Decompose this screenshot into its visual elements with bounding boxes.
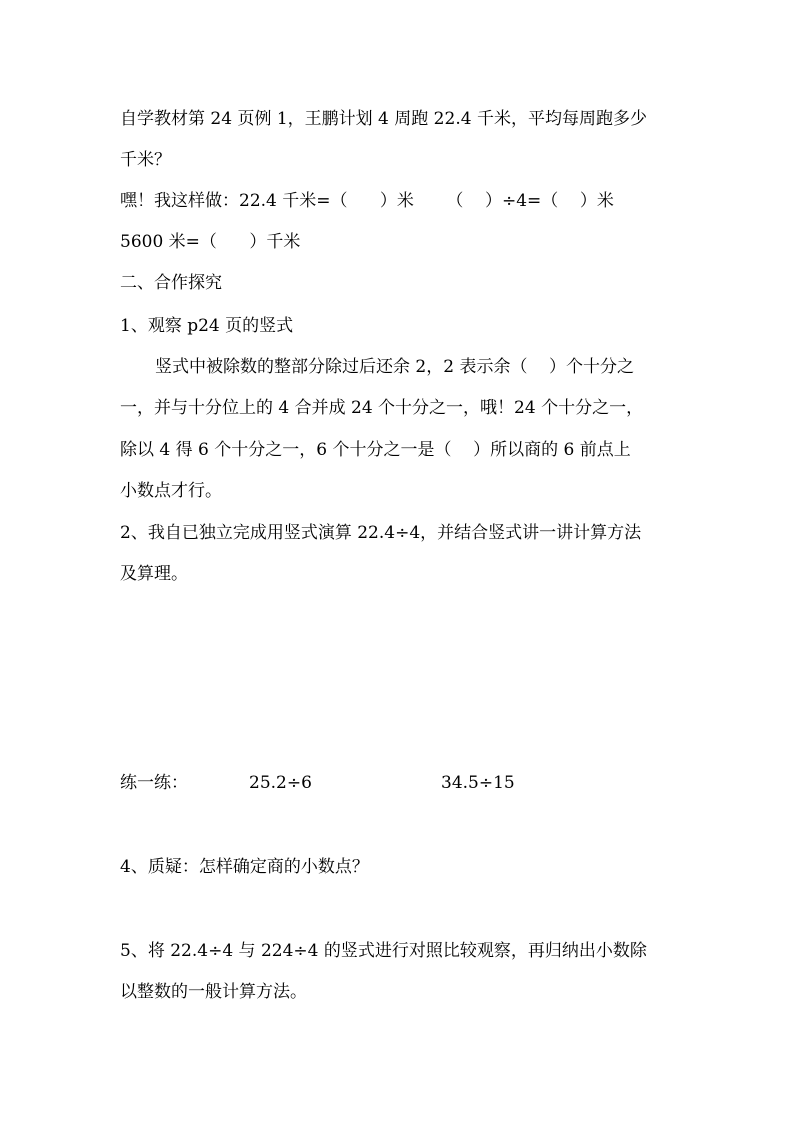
my-method-line-1: 嘿！我这样做：22.4 千米=（ ）米 （ ）÷4=（ ）米 bbox=[120, 191, 614, 211]
item-4-question: 4、质疑：怎样确定商的小数点？ bbox=[120, 857, 369, 877]
item-1-paragraph-line-1: 竖式中被除数的整部分除过后还余 2，2 表示余（ ）个十分之 bbox=[155, 357, 635, 377]
item-1-title: 1、观察 p24 页的竖式 bbox=[120, 316, 294, 336]
section-2-title: 二、合作探究 bbox=[120, 273, 222, 293]
practice-label: 练一练： bbox=[120, 773, 188, 793]
item-1-paragraph-line-3: 除以 4 得 6 个十分之一，6 个十分之一是（ ）所以商的 6 前点上 bbox=[120, 440, 631, 460]
practice-problem-b: 34.5÷15 bbox=[441, 773, 515, 793]
item-5-line-2: 以整数的一般计算方法。 bbox=[120, 982, 307, 1002]
item-2-line-1: 2、我自已独立完成用竖式演算 22.4÷4，并结合竖式讲一讲计算方法 bbox=[120, 523, 642, 543]
practice-problem-a: 25.2÷6 bbox=[249, 773, 312, 793]
item-2-line-2: 及算理。 bbox=[120, 564, 188, 584]
intro-line-1: 自学教材第 24 页例 1，王鹏计划 4 周跑 22.4 千米，平均每周跑多少 bbox=[120, 109, 647, 129]
item-5-line-1: 5、将 22.4÷4 与 224÷4 的竖式进行对照比较观察，再归纳出小数除 bbox=[120, 941, 647, 961]
intro-line-2: 千米？ bbox=[120, 150, 171, 170]
my-method-line-2: 5600 米=（ ）千米 bbox=[120, 232, 301, 252]
item-1-paragraph-line-2: 一，并与十分位上的 4 合并成 24 个十分之一，哦！24 个十分之一， bbox=[120, 398, 644, 418]
item-1-paragraph-line-4: 小数点才行。 bbox=[120, 481, 222, 501]
